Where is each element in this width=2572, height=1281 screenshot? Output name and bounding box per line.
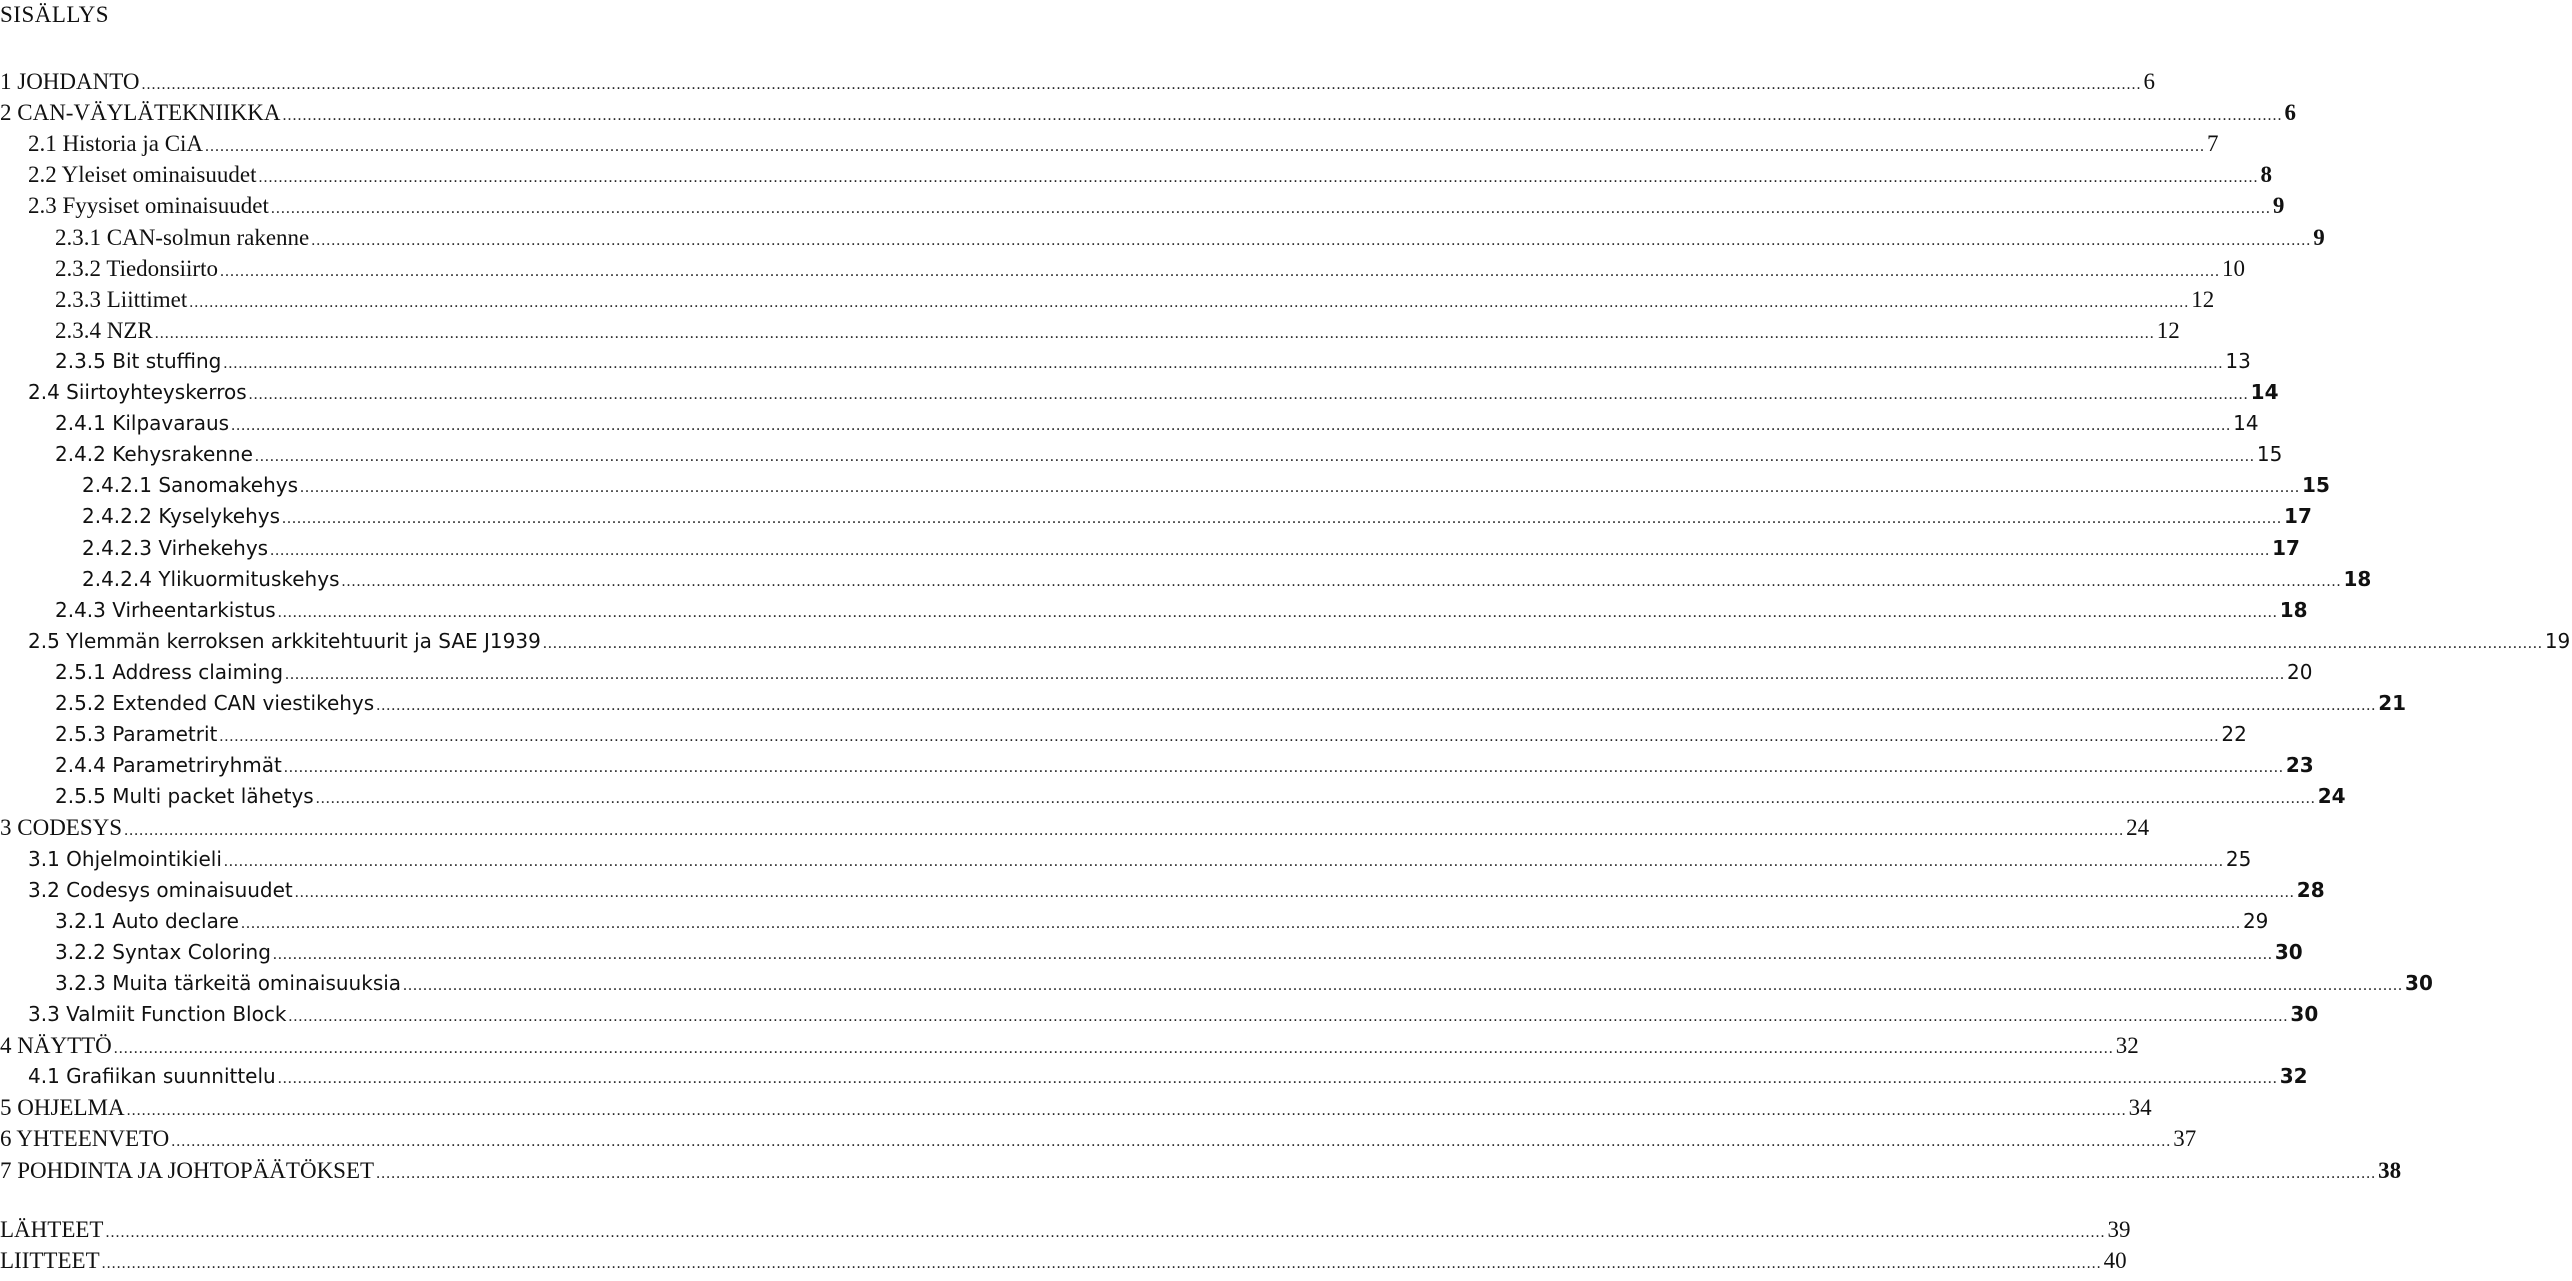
toc-dot-leader: ................................................................................................................................................................................................................................................................................................................................................................................................................ (258, 169, 2259, 187)
toc-dot-leader: ................................................................................................................................................................................................................................................................................................................................................................................................................ (272, 945, 2273, 963)
toc-entry-label: 6 YHTEENVETO (0, 1126, 170, 1152)
toc-entry-label: 3 CODESYS (0, 815, 123, 841)
toc-entry-page-number: 21 (2378, 691, 2407, 715)
toc-entry[interactable] (0, 1061, 2308, 1092)
toc-dot-leader: ................................................................................................................................................................................................................................................................................................................................................................................................................ (270, 200, 2271, 218)
toc-entry-page-number: 7 (2207, 131, 2219, 157)
toc-dot-leader: ................................................................................................................................................................................................................................................................................................................................................................................................................ (248, 386, 2249, 403)
toc-entry-label: 2.4.2.2 Kyselykehys (82, 504, 281, 529)
toc-dot-leader: ................................................................................................................................................................................................................................................................................................................................................................................................................ (113, 1040, 2114, 1058)
toc-entry[interactable] (0, 284, 2215, 315)
toc-entry-page-number: 17 (2272, 535, 2300, 560)
toc-entry-label: 1 JOHDANTO (0, 69, 140, 94)
toc-entry-page-number: 38 (2378, 1157, 2402, 1183)
toc-entry[interactable] (0, 190, 2285, 221)
toc-entry[interactable] (0, 968, 2433, 999)
toc-entry-label: 3.2.3 Muita tärkeitä ominaisuuksia (55, 970, 402, 995)
toc-entry-page-number: 12 (2156, 317, 2180, 343)
toc-dot-leader: ................................................................................................................................................................................................................................................................................................................................................................................................................ (171, 1133, 2172, 1151)
toc-entry[interactable] (0, 253, 2245, 284)
toc-entry-label: 2.2 Yleiset ominaisuudet (28, 162, 257, 188)
toc-entry-label: 2.4.2.1 Sanomakehys (82, 473, 299, 498)
toc-entry[interactable] (0, 750, 2314, 781)
toc-dot-leader: ................................................................................................................................................................................................................................................................................................................................................................................................................ (270, 541, 2271, 559)
toc-entry[interactable] (0, 564, 2372, 595)
toc-dot-leader: ................................................................................................................................................................................................................................................................................................................................................................................................................ (231, 417, 2232, 435)
toc-entry[interactable] (0, 844, 2252, 875)
toc-entry-label: 3.2 Codesys ominaisuudet (28, 877, 293, 902)
toc-entry-page-number: 29 (2242, 908, 2269, 933)
toc-entry[interactable] (0, 1030, 2139, 1061)
toc-entry-label: 2.4.3 Virheentarkistus (55, 597, 276, 622)
toc-entry-label: 2.4.1 Kilpavaraus (55, 411, 230, 436)
toc-entry-page-number: 8 (2260, 162, 2272, 188)
toc-entry-page-number: 6 (2143, 69, 2155, 94)
toc-dot-leader: ................................................................................................................................................................................................................................................................................................................................................................................................................ (154, 324, 2155, 342)
toc-entry[interactable] (0, 812, 2150, 843)
toc-dot-leader: ................................................................................................................................................................................................................................................................................................................................................................................................................ (205, 138, 2206, 156)
toc-entry-page-number: 24 (2317, 784, 2346, 809)
toc-entry-page-number: 28 (2296, 877, 2325, 902)
toc-dot-leader: ................................................................................................................................................................................................................................................................................................................................................................................................................ (219, 728, 2220, 746)
toc-dot-leader: ................................................................................................................................................................................................................................................................................................................................................................................................................ (105, 1223, 2106, 1241)
toc-entry-label: 2.4.4 Parametriryhmät (55, 753, 282, 778)
toc-entry[interactable] (0, 470, 2330, 501)
toc-entry-label: 2.5.3 Parametrit (55, 722, 218, 747)
toc-dot-leader: ................................................................................................................................................................................................................................................................................................................................................................................................................ (223, 354, 2224, 372)
toc-dot-leader: ................................................................................................................................................................................................................................................................................................................................................................................................................ (101, 1254, 2102, 1272)
toc-entry-label: LÄHTEET (0, 1216, 104, 1242)
toc-entry-page-number: 18 (2343, 566, 2372, 591)
toc-entry-page-number: 18 (2279, 597, 2308, 622)
toc-dot-leader: ................................................................................................................................................................................................................................................................................................................................................................................................................ (124, 822, 2125, 840)
toc-entry-label: 2.1 Historia ja CiA (28, 131, 204, 157)
toc-entry-page-number: 14 (2233, 411, 2259, 436)
toc-entry-page-number: 24 (2126, 815, 2150, 841)
toc-entry[interactable] (0, 1245, 2127, 1276)
toc-dot-leader: ................................................................................................................................................................................................................................................................................................................................................................................................................ (403, 976, 2404, 994)
toc-entry-page-number: 37 (2173, 1126, 2197, 1152)
toc-entry-label: 2.5.5 Multi packet lähetys (55, 784, 314, 809)
toc-entry[interactable] (0, 999, 2319, 1030)
toc-entry-page-number: 34 (2128, 1095, 2152, 1121)
toc-entry-label: 3.1 Ohjelmointikieli (28, 846, 222, 871)
toc-entry-page-number: 25 (2225, 846, 2252, 871)
toc-entry-page-number: 32 (2279, 1064, 2308, 1089)
toc-entry-page-number: 9 (2313, 224, 2325, 250)
toc-entry[interactable] (0, 408, 2259, 439)
toc-entry[interactable] (0, 533, 2300, 564)
toc-dot-leader: ................................................................................................................................................................................................................................................................................................................................................................................................................ (126, 1102, 2127, 1120)
toc-entry[interactable] (0, 719, 2247, 750)
toc-entry-label: 2.3.2 Tiedonsiirto (55, 255, 218, 281)
toc-entry-page-number: 15 (2256, 442, 2283, 467)
toc-entry[interactable] (0, 377, 2279, 408)
toc-dot-leader: ................................................................................................................................................................................................................................................................................................................................................................................................................ (300, 479, 2301, 497)
toc-entry[interactable] (0, 315, 2180, 346)
toc-entry-label: 2.5.2 Extended CAN viestikehys (55, 691, 375, 715)
toc-entry[interactable] (0, 657, 2313, 688)
toc-entry[interactable] (0, 781, 2346, 812)
toc-entry-label: LIITTEET (0, 1247, 100, 1273)
toc-entry-page-number: 9 (2272, 193, 2285, 219)
toc-entry[interactable] (0, 222, 2325, 253)
toc-entry-page-number: 14 (2250, 380, 2279, 404)
toc-dot-leader: ................................................................................................................................................................................................................................................................................................................................................................................................................ (282, 107, 2283, 125)
toc-entry-label: 4 NÄYTTÖ (0, 1033, 112, 1059)
toc-entry-label: 4.1 Grafiikan suunnittelu (28, 1064, 276, 1089)
toc-entry-label: 2.3 Fyysiset ominaisuudet (28, 193, 269, 219)
toc-entry[interactable] (0, 66, 2155, 97)
toc-dot-leader: ................................................................................................................................................................................................................................................................................................................................................................................................................ (254, 448, 2255, 466)
toc-entry[interactable] (0, 439, 2283, 470)
toc-dot-leader: ................................................................................................................................................................................................................................................................................................................................................................................................................ (283, 759, 2284, 777)
toc-entry[interactable] (0, 875, 2325, 906)
toc-entry[interactable] (0, 688, 2407, 719)
toc-entry-label: 2.3.4 NZR (55, 317, 153, 343)
toc-entry-label: 2.3.5 Bit stuffing (55, 348, 222, 373)
toc-dot-leader: ................................................................................................................................................................................................................................................................................................................................................................................................................ (288, 1008, 2289, 1025)
toc-dot-leader: ................................................................................................................................................................................................................................................................................................................................................................................................................ (277, 1070, 2278, 1088)
page-title: SISÄLLYS (0, 2, 110, 27)
toc-entry-page-number: 30 (2274, 939, 2303, 964)
toc-dot-leader: ................................................................................................................................................................................................................................................................................................................................................................................................................ (282, 510, 2283, 528)
toc-entry-page-number: 17 (2284, 504, 2312, 529)
toc-dot-leader: ................................................................................................................................................................................................................................................................................................................................................................................................................ (240, 914, 2241, 932)
toc-entry-label: 7 POHDINTA JA JOHTOPÄÄTÖKSET (0, 1157, 375, 1183)
toc-entry-label: 2.4.2 Kehysrakenne (55, 442, 253, 467)
toc-entry-label: 2.4.2.3 Virhekehys (82, 535, 269, 560)
toc-entry[interactable] (0, 595, 2308, 626)
toc-entry-page-number: 39 (2107, 1216, 2131, 1242)
toc-entry-label: 2.4 Siirtoyhteyskerros (28, 380, 247, 404)
toc-entry-page-number: 32 (2115, 1033, 2139, 1059)
toc-entry-label: 2.3.1 CAN-solmun rakenne (55, 224, 310, 250)
toc-entry-page-number: 30 (2290, 1002, 2319, 1026)
toc-entry-page-number: 13 (2225, 348, 2251, 373)
toc-entry-page-number: 40 (2103, 1247, 2127, 1273)
toc-entry[interactable] (0, 97, 2296, 128)
toc-entry-label: 2.4.2.4 Ylikuormituskehys (82, 566, 340, 591)
toc-dot-leader: ................................................................................................................................................................................................................................................................................................................................................................................................................ (294, 883, 2295, 901)
toc-entry-page-number: 22 (2221, 722, 2247, 747)
toc-entry-page-number: 23 (2285, 753, 2314, 778)
toc-entry[interactable] (0, 346, 2251, 377)
toc-dot-leader: ................................................................................................................................................................................................................................................................................................................................................................................................................ (223, 852, 2224, 870)
toc-entry[interactable] (0, 159, 2272, 190)
toc-dot-leader: ................................................................................................................................................................................................................................................................................................................................................................................................................ (341, 572, 2342, 590)
toc-dot-leader: ................................................................................................................................................................................................................................................................................................................................................................................................................ (285, 665, 2286, 683)
toc-dot-leader: ................................................................................................................................................................................................................................................................................................................................................................................................................ (376, 697, 2377, 714)
toc-dot-leader: ................................................................................................................................................................................................................................................................................................................................................................................................................ (311, 231, 2312, 249)
toc-entry[interactable] (0, 906, 2269, 937)
toc-entry-page-number: 19 (2544, 628, 2571, 653)
toc-entry-page-number: 15 (2302, 473, 2330, 498)
toc-dot-leader: ................................................................................................................................................................................................................................................................................................................................................................................................................ (141, 76, 2142, 93)
toc-entry[interactable] (0, 1092, 2152, 1123)
toc-dot-leader: ................................................................................................................................................................................................................................................................................................................................................................................................................ (219, 262, 2220, 280)
toc-entry-label: 3.2.1 Auto declare (55, 908, 239, 933)
toc-entry-label: 2 CAN-VÄYLÄTEKNIIKKA (0, 100, 281, 126)
toc-entry[interactable] (0, 1214, 2131, 1245)
toc-entry[interactable] (0, 128, 2219, 159)
toc-entry-page-number: 30 (2405, 970, 2433, 995)
toc-entry-label: 5 OHJELMA (0, 1095, 125, 1121)
toc-entry-label: 3.3 Valmiit Function Block (28, 1002, 287, 1026)
toc-entry[interactable] (0, 1155, 2402, 1186)
toc-dot-leader: ................................................................................................................................................................................................................................................................................................................................................................................................................ (376, 1164, 2377, 1182)
toc-dot-leader: ................................................................................................................................................................................................................................................................................................................................................................................................................ (542, 634, 2543, 652)
toc-entry-page-number: 20 (2287, 659, 2313, 684)
toc-dot-leader: ................................................................................................................................................................................................................................................................................................................................................................................................................ (189, 293, 2190, 311)
toc-entry-page-number: 10 (2221, 255, 2245, 281)
toc-dot-leader: ................................................................................................................................................................................................................................................................................................................................................................................................................ (315, 790, 2316, 808)
toc-dot-leader: ................................................................................................................................................................................................................................................................................................................................................................................................................ (277, 603, 2278, 621)
toc-entry-page-number: 6 (2284, 100, 2296, 126)
toc-entry-label: 2.5.1 Address claiming (55, 659, 284, 684)
toc-entry-label: 3.2.2 Syntax Coloring (55, 939, 271, 964)
toc-entry[interactable] (0, 937, 2303, 968)
toc-entry[interactable] (0, 501, 2312, 532)
toc-entry[interactable] (0, 1123, 2197, 1154)
toc-entry-page-number: 12 (2191, 286, 2215, 312)
toc-entry[interactable] (0, 626, 2571, 657)
toc-entry-label: 2.3.3 Liittimet (55, 286, 188, 312)
toc-entry-label: 2.5 Ylemmän kerroksen arkkitehtuurit ja SAE J1939 (28, 628, 541, 653)
